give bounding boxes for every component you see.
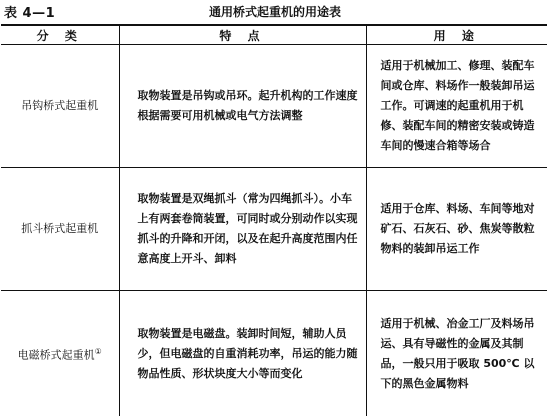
usage-cell: 适用于仓库、料场、车间等地对矿石、石灰石、砂、焦炭等散粒物料的装卸吊运工作 [366,168,547,291]
header-usage: 用 途 [366,25,547,45]
category-label: 电磁桥式起重机 [18,348,95,361]
table-number: 表 4—1 [4,2,55,21]
category-cell [1,291,119,416]
table-title: 通用桥式起重机的用途表 [0,3,550,20]
table-row [1,168,547,291]
usage-table [1,24,547,416]
category-cell [1,45,119,168]
table-row [1,291,547,416]
table-caption [0,0,550,24]
table-row [1,45,547,168]
feature-cell: 取物装置是双绳抓斗（常为四绳抓斗）。小车上有两套卷筒装置，可同时或分别动作以实现抓斗的升降和开闭，以及在起升高度范围内任意高度上开斗、卸料 [119,168,366,291]
category-label: 吊钩桥式起重机 [21,99,98,112]
header-row [1,25,547,45]
category-cell [1,168,119,291]
footnote-marker: ① [95,347,102,356]
usage-cell: 适用于机械、冶金工厂及料场吊运、具有导磁性的金属及其制品，一般只用于吸取 500℃ 以下的黑色金属物料 [366,291,547,416]
header-category: 分 类 [1,25,119,45]
feature-cell: 取物装置是电磁盘。装卸时间短，辅助人员少，但电磁盘的自重消耗功率，吊运的能力随物品性质、形状块度大小等而变化 [119,291,366,416]
header-feature: 特 点 [119,25,366,45]
feature-cell: 取物装置是吊钩或吊环。起升机构的工作速度根据需要可用机械或电气方法调整 [119,45,366,168]
usage-cell: 适用于机械加工、修理、装配车间或仓库、料场作一般装卸吊运工作。可调速的起重机用于机修、装配车间的精密安装或铸造车间的慢速合箱等场合 [366,45,547,168]
category-label: 抓斗桥式起重机 [21,222,98,235]
